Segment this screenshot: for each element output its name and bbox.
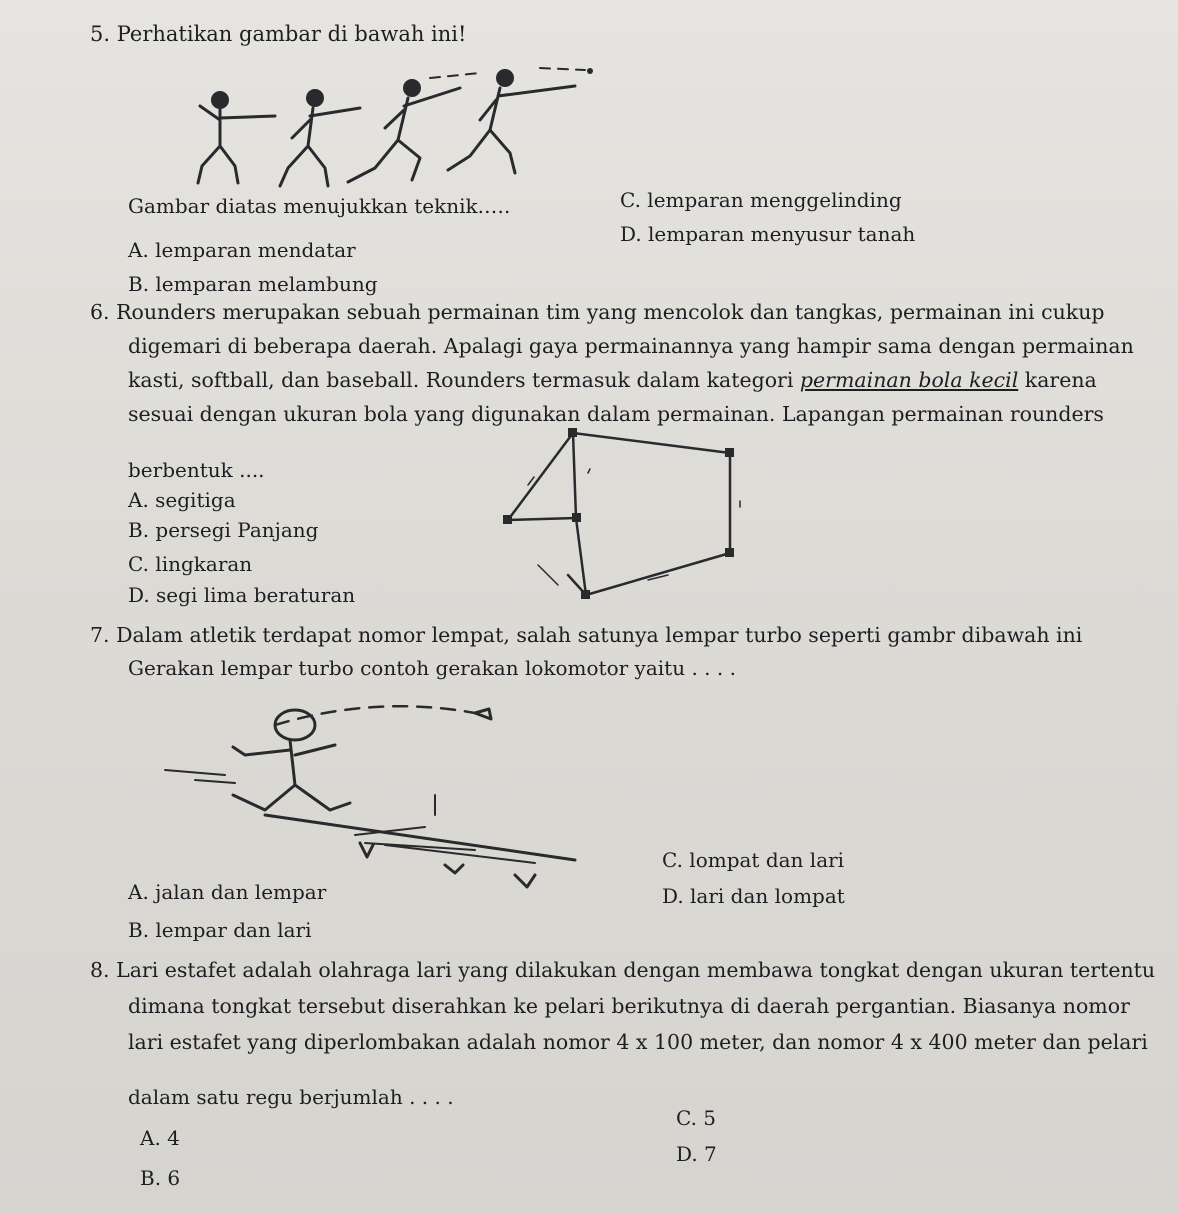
q8-option-b[interactable]: B. 6 — [140, 1166, 181, 1190]
q6-line-1: 6. Rounders merupakan sebuah permainan tim yang mencolok dan tangkas, permainan ini cukup — [90, 300, 1105, 324]
q7-option-c[interactable]: C. lompat dan lari — [662, 848, 845, 872]
q7-option-b[interactable]: B. lempar dan lari — [128, 918, 312, 942]
q6-option-c[interactable]: C. lingkaran — [128, 552, 253, 576]
q5-stem: 5. Perhatikan gambar di bawah ini! — [90, 22, 467, 46]
q8-option-a[interactable]: A. 4 — [140, 1126, 180, 1150]
q6-line-3 — [128, 368, 1097, 392]
q7-option-d[interactable]: D. lari dan lompat — [662, 884, 845, 908]
q8-line-1: 8. Lari estafet adalah olahraga lari yang dilakukan dengan membawa tongkat dengan ukuran tertentu — [90, 958, 1156, 982]
q5-option-c[interactable]: C. lemparan menggelinding — [620, 188, 902, 212]
turbo-throw-figure — [155, 695, 635, 895]
q6-line-5: berbentuk .... — [128, 458, 265, 482]
q6-underlined-term: permainan bola kecil — [799, 368, 1019, 392]
q5-option-a[interactable]: A. lemparan mendatar — [128, 238, 356, 262]
q5-option-d[interactable]: D. lemparan menyusur tanah — [620, 222, 916, 246]
q6-line-3-suffix: karena — [1018, 368, 1097, 392]
q7-question: Gerakan lempar turbo contoh gerakan lokomotor yaitu . . . . — [128, 656, 736, 680]
thrower-figure-2 — [280, 89, 360, 186]
throwing-sequence-figure — [180, 58, 600, 198]
thrower-figure-4 — [448, 69, 575, 173]
q7-option-a[interactable]: A. jalan dan lempar — [128, 880, 327, 904]
q5-question: Gambar diatas menujukkan teknik.…. — [128, 194, 511, 218]
q8-line-2: dimana tongkat tersebut diserahkan ke pelari berikutnya di daerah pergantian. Biasanya nomor — [128, 994, 1130, 1018]
q5-option-b[interactable]: B. lemparan melambung — [128, 272, 378, 296]
q8-line-4: dalam satu regu berjumlah . . . . — [128, 1085, 454, 1109]
q8-line-3: lari estafet yang diperlombakan adalah nomor 4 x 100 meter, dan nomor 4 x 400 meter dan pelari — [128, 1030, 1148, 1054]
thrower-figure-1 — [198, 91, 275, 183]
q6-line-3-prefix: kasti, softball, dan baseball. Rounders termasuk dalam kategori — [128, 368, 800, 392]
q6-option-a[interactable]: A. segitiga — [128, 488, 236, 512]
rounders-field-diagram — [468, 425, 758, 605]
thrower-figure-3 — [348, 79, 460, 182]
q6-option-b[interactable]: B. persegi Panjang — [128, 518, 319, 542]
q6-option-d[interactable]: D. segi lima beraturan — [128, 583, 356, 607]
q7-stem: 7. Dalam atletik terdapat nomor lempat, salah satunya lempar turbo seperti gambr dibawah ini — [90, 623, 1083, 647]
q6-line-2: digemari di beberapa daerah. Apalagi gaya permainannya yang hampir sama dengan permainan — [128, 334, 1134, 358]
q6-line-4: sesuai dengan ukuran bola yang digunakan dalam permainan. Lapangan permainan rounders — [128, 402, 1104, 426]
q8-option-c[interactable]: C. 5 — [676, 1106, 717, 1130]
q8-option-d[interactable]: D. 7 — [676, 1142, 717, 1166]
